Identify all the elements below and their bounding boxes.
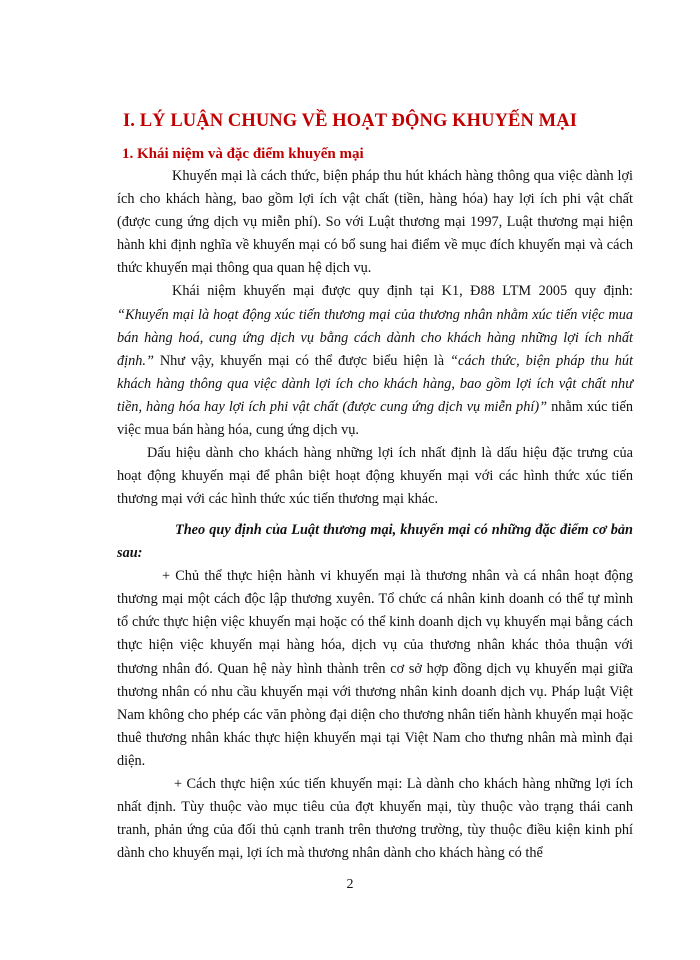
subsection-title: 1. Khái niệm và đặc điểm khuyến mại (122, 146, 364, 162)
paragraph-characteristic-sign: Dấu hiệu dành cho khách hàng những lợi ích nhất định là dấu hiệu đặc trưng của hoạt động khuyến mại để phân biệt hoạt động khuyến mại với các hình thức xúc tiến thương mại với các hình thức xúc tiến thương mại khác. (117, 445, 633, 508)
body-block-2 (117, 519, 633, 865)
explanation-quote: “cách thức, biện pháp thu hút khách hàng thông qua việc dành lợi ích cho khách hàng, bao gồm lợi ích vật chất như tiền, hàng hóa hay lợi ích phi vật chất (được cung ứng dịch vụ miễn phí)” (117, 352, 633, 415)
page-number: 2 (346, 877, 354, 892)
legal-ref-text: Khái niệm khuyến mại được quy định tại K1, Đ88 LTM 2005 quy định: (172, 283, 633, 300)
paragraph-subject: + Chủ thể thực hiện hành vi khuyến mại là thương nhân và cá nhân hoạt động thương mại một cách độc lập thương xuyên. Tổ chức cá nhân kinh doanh có thể tự mình tổ chức thực hiện việc khuyến mại hoặc có thể kinh doanh dịch vụ khuyến mại bằng cách thực hiện việc khuyến mại hàng hóa, dịch vụ của thương nhân khác thỏa thuận với thương nhân đó. Quan hệ này hình thành trên cơ sở hợp đồng dịch vụ khuyến mại giữa thương nhân có nhu cầu khuyến mại với thương nhân kinh doanh dịch vụ. Pháp luật Việt Nam không cho phép các văn phòng đại diện cho thương nhân tiến hành khuyến mại hoặc thuê thương nhân khác thực hiện khuyến mại tại Việt Nam cho thưng nhân mà mình đại diện. (117, 568, 633, 769)
characteristics-heading: Theo quy định của Luật thương mại, khuyến mại có những đặc điểm cơ bản sau: (117, 522, 633, 562)
paragraph-definition: Khuyến mại là cách thức, biện pháp thu hút khách hàng thông qua việc dành lợi ích cho khách hàng, bao gồm lợi ích vật chất (tiền, hàng hóa) hay lợi ích phi vật chất (được cung ứng dịch vụ miễn phí). So với Luật thương mại 1997, Luật thương mại hiện hành khi định nghĩa về khuyến mại có bổ sung hai điểm về mục đích khuyến mại và cách thức khuyến mại thông qua quan hệ dịch vụ. (117, 168, 633, 277)
legal-quote: “Khuyến mại là hoạt động xúc tiến thương mại của thương nhân nhằm xúc tiến việc mua bán hàng hoá, cung ứng dịch vụ bằng cách dành cho khách hàng những lợi ích nhất định.” (117, 306, 633, 369)
explanation-text: Như vậy, khuyến mại có thể được biểu hiện là (153, 352, 451, 369)
purpose-text: nhằm xúc tiến việc mua bán hàng hóa, cung ứng dịch vụ. (117, 398, 633, 439)
section-title: I. LÝ LUẬN CHUNG VỀ HOẠT ĐỘNG KHUYẾN MẠI (122, 111, 578, 131)
paragraph-method: + Cách thực hiện xúc tiến khuyến mại: Là dành cho khách hàng những lợi ích nhất định. Tùy thuộc vào mục tiêu của đợt khuyến mại, tùy thuộc vào trạng thái canh tranh, phản ứng của đối thủ cạnh tranh trên thương trường, tùy thuộc điều kiện kinh phí dành cho khuyến mại, lợi ích mà thương nhân dành cho khách hàng có thể (117, 776, 633, 862)
body-block-1 (117, 165, 633, 511)
paragraph-legal-definition (117, 280, 633, 442)
